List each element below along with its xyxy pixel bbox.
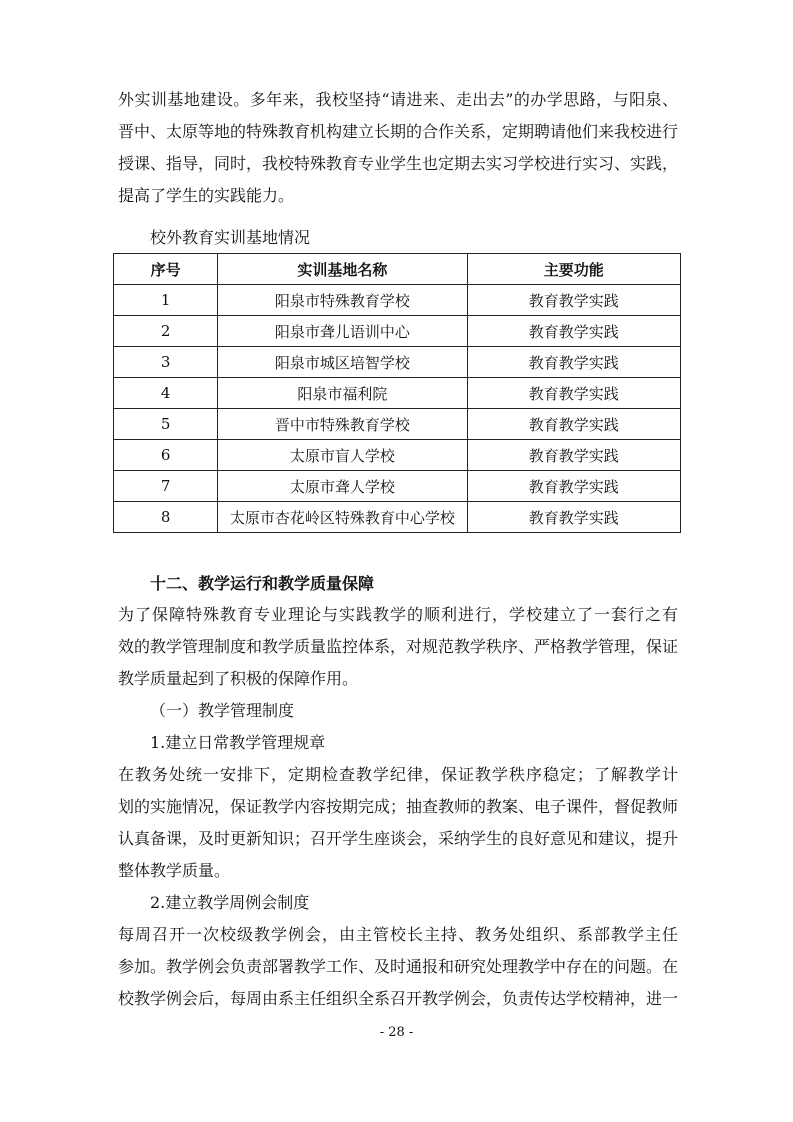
subsection-heading: （一）教学管理制度	[150, 701, 295, 720]
cell-base-name: 阳泉市聋儿语训中心	[218, 316, 467, 347]
text-line: 划的实施情况，保证教学内容按期完成；抽查教师的教案、电子课件，督促教师	[118, 797, 679, 816]
text-line: 外实训基地建设。多年来，我校坚持“请进来、走出去”的办学思路，与阳泉、	[118, 90, 678, 109]
cell-serial: 7	[114, 471, 218, 502]
item-heading: 2.建立教学周例会制度	[150, 893, 310, 912]
cell-serial: 1	[114, 285, 218, 316]
table-caption: 校外教育实训基地情况	[150, 228, 311, 247]
header-base-name: 实训基地名称	[218, 254, 467, 285]
text-line: 授课、指导，同时，我校特殊教育专业学生也定期去实习学校进行实习、实践，	[118, 154, 679, 173]
training-base-table	[113, 253, 681, 533]
cell-base-name: 太原市盲人学校	[218, 440, 467, 471]
table-row	[114, 440, 681, 471]
text-line: 晋中、太原等地的特殊教育机构建立长期的合作关系，定期聘请他们来我校进行	[118, 122, 679, 141]
cell-function: 教育教学实践	[467, 440, 681, 471]
table-header-row	[114, 254, 681, 285]
table-row	[114, 285, 681, 316]
text-line: 每周召开一次校级教学例会，由主管校长主持、教务处组织、系部教学主任	[118, 925, 678, 944]
cell-serial: 4	[114, 378, 218, 409]
page-number: - 28 -	[379, 1025, 414, 1040]
header-serial: 序号	[114, 254, 218, 285]
cell-function: 教育教学实践	[467, 378, 681, 409]
section-intro-paragraph	[118, 599, 678, 695]
cell-base-name: 阳泉市福利院	[218, 378, 467, 409]
table-row	[114, 409, 681, 440]
header-function: 主要功能	[467, 254, 681, 285]
text-line: 认真备课，及时更新知识；召开学生座谈会，采纳学生的良好意见和建议，提升	[118, 829, 679, 848]
text-line: 效的教学管理制度和教学质量监控体系，对规范教学秩序、严格教学管理，保证	[118, 637, 679, 656]
text-line: 教学质量起到了积极的保障作用。	[118, 669, 359, 688]
item2-paragraph	[118, 919, 678, 1015]
text-line: 参加。教学例会负责部署教学工作、及时通报和研究处理教学中存在的问题。在	[118, 957, 679, 976]
cell-serial: 3	[114, 347, 218, 378]
table-row	[114, 502, 681, 533]
cell-serial: 6	[114, 440, 218, 471]
cell-function: 教育教学实践	[467, 471, 681, 502]
cell-serial: 8	[114, 502, 218, 533]
cell-serial: 5	[114, 409, 218, 440]
cell-function: 教育教学实践	[467, 409, 681, 440]
cell-function: 教育教学实践	[467, 316, 681, 347]
table-row	[114, 378, 681, 409]
text-line: 提高了学生的实践能力。	[118, 186, 295, 205]
section-heading: 十二、教学运行和教学质量保障	[150, 574, 375, 593]
cell-function: 教育教学实践	[467, 502, 681, 533]
cell-serial: 2	[114, 316, 218, 347]
cell-base-name: 阳泉市特殊教育学校	[218, 285, 467, 316]
text-line: 整体教学质量。	[118, 861, 231, 880]
table-row	[114, 316, 681, 347]
table-row	[114, 471, 681, 502]
cell-base-name: 晋中市特殊教育学校	[218, 409, 467, 440]
cell-base-name: 太原市杏花岭区特殊教育中心学校	[218, 502, 467, 533]
cell-base-name: 阳泉市城区培智学校	[218, 347, 467, 378]
text-line: 在教务处统一安排下，定期检查教学纪律，保证教学秩序稳定；了解教学计	[118, 765, 678, 784]
text-line: 校教学例会后，每周由系主任组织全系召开教学例会，负责传达学校精神，进一	[118, 989, 679, 1008]
cell-base-name: 太原市聋人学校	[218, 471, 467, 502]
intro-paragraph	[118, 84, 678, 212]
text-line: 为了保障特殊教育专业理论与实践教学的顺利进行，学校建立了一套行之有	[118, 605, 678, 624]
cell-function: 教育教学实践	[467, 347, 681, 378]
item-heading: 1.建立日常教学管理规章	[150, 733, 326, 752]
item1-paragraph	[118, 759, 678, 887]
table-row	[114, 347, 681, 378]
cell-function: 教育教学实践	[467, 285, 681, 316]
